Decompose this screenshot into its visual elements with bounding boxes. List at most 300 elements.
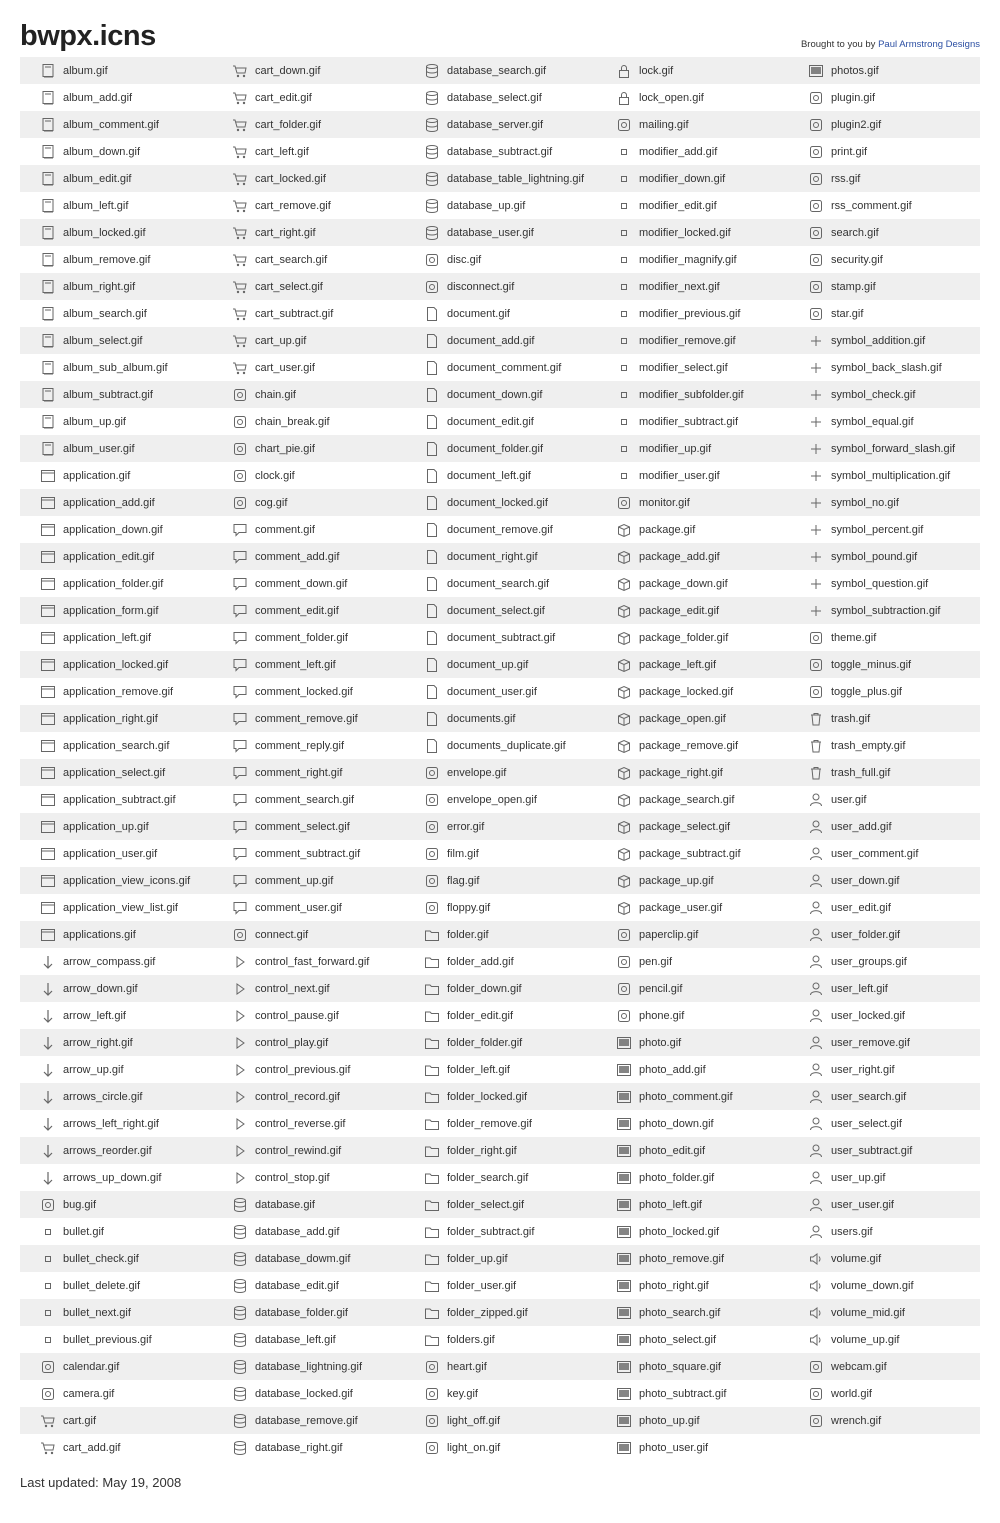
icon-entry-theme <box>788 624 980 651</box>
icon-filename: webcam.gif <box>831 1360 887 1373</box>
application-edit-icon <box>40 549 56 565</box>
album-subtract-icon <box>40 387 56 403</box>
icon-filename: document_locked.gif <box>447 496 548 509</box>
icon-filename: package_subtract.gif <box>639 847 741 860</box>
database-add-icon <box>232 1224 248 1240</box>
icon-entry-modifier-add <box>596 138 788 165</box>
icon-entry-package-left <box>596 651 788 678</box>
icon-entry-toggle-minus <box>788 651 980 678</box>
icon-entry-application-add <box>20 489 212 516</box>
icon-entry-application-form <box>20 597 212 624</box>
icon-entry-photo-subtract <box>596 1380 788 1407</box>
modifier-previous-icon <box>616 306 632 322</box>
icon-filename: application_view_list.gif <box>63 901 178 914</box>
arrows-left-right-icon <box>40 1116 56 1132</box>
icon-filename: bug.gif <box>63 1198 97 1211</box>
icon-filename: trash.gif <box>831 712 871 725</box>
icon-filename: comment_edit.gif <box>255 604 339 617</box>
icon-filename: user_down.gif <box>831 874 900 887</box>
icon-filename: photo_edit.gif <box>639 1144 706 1157</box>
icon-filename: disconnect.gif <box>447 280 515 293</box>
icon-row <box>20 246 980 273</box>
light-on-icon <box>424 1440 440 1456</box>
icon-filename: application_search.gif <box>63 739 170 752</box>
icon-filename: control_next.gif <box>255 982 330 995</box>
key-icon <box>424 1386 440 1402</box>
comment-reply-icon <box>232 738 248 754</box>
icon-filename: document_left.gif <box>447 469 531 482</box>
cart-select-icon <box>232 279 248 295</box>
disconnect-icon <box>424 279 440 295</box>
icon-filename: database_remove.gif <box>255 1414 358 1427</box>
icon-entry-package-select <box>596 813 788 840</box>
icon-filename: photo_left.gif <box>639 1198 702 1211</box>
control-next-icon <box>232 981 248 997</box>
icon-row <box>20 1407 980 1434</box>
icon-entry-album <box>20 57 212 84</box>
icon-row <box>20 138 980 165</box>
icon-filename: light_on.gif <box>447 1441 501 1454</box>
icon-entry-package-remove <box>596 732 788 759</box>
cog-icon <box>232 495 248 511</box>
folders-icon <box>424 1332 440 1348</box>
icon-row <box>20 759 980 786</box>
trash-full-icon <box>808 765 824 781</box>
control-stop-icon <box>232 1170 248 1186</box>
icon-entry-cog <box>212 489 404 516</box>
icon-entry-arrows-left-right <box>20 1110 212 1137</box>
user-select-icon <box>808 1116 824 1132</box>
rss-icon <box>808 171 824 187</box>
stamp-icon <box>808 279 824 295</box>
icon-entry-symbol-subtraction <box>788 597 980 624</box>
icon-entry-photo-up <box>596 1407 788 1434</box>
album-remove-icon <box>40 252 56 268</box>
icon-entry-user-search <box>788 1083 980 1110</box>
icon-row <box>20 1029 980 1056</box>
calendar-icon <box>40 1359 56 1375</box>
icon-filename: database_dowm.gif <box>255 1252 351 1265</box>
icon-entry-database-left <box>212 1326 404 1353</box>
icon-entry-arrow-down <box>20 975 212 1002</box>
icon-entry-application <box>20 462 212 489</box>
icon-entry-photo-square <box>596 1353 788 1380</box>
icon-grid <box>20 57 980 1461</box>
icon-entry-wrench <box>788 1407 980 1434</box>
icon-filename: users.gif <box>831 1225 873 1238</box>
icon-entry-database-locked <box>212 1380 404 1407</box>
user-folder-icon <box>808 927 824 943</box>
icon-filename: symbol_addition.gif <box>831 334 926 347</box>
icon-filename: comment_remove.gif <box>255 712 358 725</box>
database-lightning-icon <box>232 1359 248 1375</box>
application-select-icon <box>40 765 56 781</box>
symbol-subtraction-icon <box>808 603 824 619</box>
icon-filename: modifier_down.gif <box>639 172 726 185</box>
icon-entry-clock <box>212 462 404 489</box>
icon-entry-symbol-no <box>788 489 980 516</box>
database-right-icon <box>232 1440 248 1456</box>
icon-filename: volume_up.gif <box>831 1333 900 1346</box>
icon-filename: control_rewind.gif <box>255 1144 342 1157</box>
icon-entry-world <box>788 1380 980 1407</box>
icon-entry-bullet-next <box>20 1299 212 1326</box>
icon-entry-comment-locked <box>212 678 404 705</box>
icon-row <box>20 1245 980 1272</box>
icon-filename: control_reverse.gif <box>255 1117 346 1130</box>
folder-zipped-icon <box>424 1305 440 1321</box>
application-right-icon <box>40 711 56 727</box>
icon-entry-photo <box>596 1029 788 1056</box>
icon-filename: arrow_up.gif <box>63 1063 124 1076</box>
folder-user-icon <box>424 1278 440 1294</box>
icon-filename: folder_add.gif <box>447 955 514 968</box>
icon-entry-trash-empty <box>788 732 980 759</box>
icon-entry-documents <box>404 705 596 732</box>
flag-icon <box>424 873 440 889</box>
plugin-icon <box>808 90 824 106</box>
icon-entry-mailing <box>596 111 788 138</box>
package-search-icon <box>616 792 632 808</box>
icon-entry-folder <box>404 921 596 948</box>
document-comment-icon <box>424 360 440 376</box>
plugin2-icon <box>808 117 824 133</box>
error-icon <box>424 819 440 835</box>
icon-entry-symbol-check <box>788 381 980 408</box>
database-locked-icon <box>232 1386 248 1402</box>
photo-subtract-icon <box>616 1386 632 1402</box>
application-search-icon <box>40 738 56 754</box>
icon-entry-document-subtract <box>404 624 596 651</box>
icon-entry-database-up <box>404 192 596 219</box>
icon-filename: folder_search.gif <box>447 1171 529 1184</box>
icon-filename: modifier_subtract.gif <box>639 415 739 428</box>
icon-entry-volume <box>788 1245 980 1272</box>
icon-filename: package_search.gif <box>639 793 735 806</box>
icon-filename: database_add.gif <box>255 1225 340 1238</box>
folder-left-icon <box>424 1062 440 1078</box>
chart-pie-icon <box>232 441 248 457</box>
icon-filename: modifier_add.gif <box>639 145 718 158</box>
icon-entry-user-groups <box>788 948 980 975</box>
credit-prefix: Brought to you by <box>800 39 876 50</box>
arrow-up-icon <box>40 1062 56 1078</box>
icon-entry-comment-up <box>212 867 404 894</box>
document-user-icon <box>424 684 440 700</box>
icon-filename: cart_down.gif <box>255 64 321 77</box>
icon-filename: cart_left.gif <box>255 145 309 158</box>
cart-edit-icon <box>232 90 248 106</box>
icon-entry-package-add <box>596 543 788 570</box>
icon-entry-light-off <box>404 1407 596 1434</box>
folder-locked-icon <box>424 1089 440 1105</box>
icon-filename: photos.gif <box>831 64 879 77</box>
icon-entry-database-remove <box>212 1407 404 1434</box>
icon-filename: database_select.gif <box>447 91 542 104</box>
icon-entry-photo-folder <box>596 1164 788 1191</box>
icon-filename: photo_subtract.gif <box>639 1387 727 1400</box>
icon-row <box>20 1137 980 1164</box>
cart-right-icon <box>232 225 248 241</box>
icon-entry-comment-search <box>212 786 404 813</box>
cart-down-icon <box>232 63 248 79</box>
icon-entry-arrows-reorder <box>20 1137 212 1164</box>
cart-left-icon <box>232 144 248 160</box>
icon-entry-photo-add <box>596 1056 788 1083</box>
icon-filename: user_add.gif <box>831 820 892 833</box>
icon-entry-user-add <box>788 813 980 840</box>
icon-filename: control_pause.gif <box>255 1009 339 1022</box>
icon-entry-star <box>788 300 980 327</box>
comment-select-icon <box>232 819 248 835</box>
icon-filename: user_search.gif <box>831 1090 907 1103</box>
icon-filename: package_add.gif <box>639 550 720 563</box>
icon-entry-user-left <box>788 975 980 1002</box>
icon-filename: comment_search.gif <box>255 793 355 806</box>
icon-filename: folder_down.gif <box>447 982 522 995</box>
icon-filename: photo_select.gif <box>639 1333 717 1346</box>
light-off-icon <box>424 1413 440 1429</box>
arrows-reorder-icon <box>40 1143 56 1159</box>
rss-comment-icon <box>808 198 824 214</box>
icon-filename: album_subtract.gif <box>63 388 153 401</box>
icon-filename: arrow_left.gif <box>63 1009 126 1022</box>
icon-row <box>20 1380 980 1407</box>
icon-entry-modifier-down <box>596 165 788 192</box>
icon-entry-search <box>788 219 980 246</box>
symbol-addition-icon <box>808 333 824 349</box>
icon-filename: photo_comment.gif <box>639 1090 733 1103</box>
package-up-icon <box>616 873 632 889</box>
icon-filename: paperclip.gif <box>639 928 699 941</box>
icon-entry-symbol-pound <box>788 543 980 570</box>
icon-entry-document-remove <box>404 516 596 543</box>
icon-entry-package <box>596 516 788 543</box>
icon-filename: document_add.gif <box>447 334 535 347</box>
icon-filename: volume_down.gif <box>831 1279 914 1292</box>
icon-row <box>20 1083 980 1110</box>
icon-filename: database_edit.gif <box>255 1279 339 1292</box>
comment-icon <box>232 522 248 538</box>
icon-filename: application_up.gif <box>63 820 149 833</box>
comment-locked-icon <box>232 684 248 700</box>
icon-entry-document-locked <box>404 489 596 516</box>
icon-entry-toggle-plus <box>788 678 980 705</box>
photo-square-icon <box>616 1359 632 1375</box>
envelope-icon <box>424 765 440 781</box>
icon-filename: symbol_question.gif <box>831 577 929 590</box>
icon-entry-document <box>404 300 596 327</box>
database-up-icon <box>424 198 440 214</box>
page-header <box>20 0 980 58</box>
symbol-equal-icon <box>808 414 824 430</box>
folder-up-icon <box>424 1251 440 1267</box>
user-up-icon <box>808 1170 824 1186</box>
icon-entry-flag <box>404 867 596 894</box>
icon-filename: rss_comment.gif <box>831 199 912 212</box>
icon-entry-database-dowm <box>212 1245 404 1272</box>
modifier-locked-icon <box>616 225 632 241</box>
icon-filename: application_user.gif <box>63 847 158 860</box>
icon-filename: modifier_up.gif <box>639 442 712 455</box>
icon-entry-album-sub-album <box>20 354 212 381</box>
icon-filename: key.gif <box>447 1387 478 1400</box>
icon-filename: phone.gif <box>639 1009 685 1022</box>
icon-filename: application_add.gif <box>63 496 155 509</box>
icon-filename: user_folder.gif <box>831 928 901 941</box>
icon-filename: theme.gif <box>831 631 877 644</box>
icon-filename: photo_square.gif <box>639 1360 721 1373</box>
document-locked-icon <box>424 495 440 511</box>
bullet-next-icon <box>40 1305 56 1321</box>
icon-entry-user <box>788 786 980 813</box>
icon-entry-album-locked <box>20 219 212 246</box>
icon-entry-document-edit <box>404 408 596 435</box>
application-user-icon <box>40 846 56 862</box>
icon-filename: document_search.gif <box>447 577 550 590</box>
icon-filename: arrow_down.gif <box>63 982 138 995</box>
photo-edit-icon <box>616 1143 632 1159</box>
icon-entry-album-left <box>20 192 212 219</box>
icon-entry-folder-select <box>404 1191 596 1218</box>
icon-filename: folder_zipped.gif <box>447 1306 528 1319</box>
icon-filename: arrow_right.gif <box>63 1036 133 1049</box>
icon-filename: package_open.gif <box>639 712 726 725</box>
icon-filename: database.gif <box>255 1198 315 1211</box>
world-icon <box>808 1386 824 1402</box>
icon-filename: database_lightning.gif <box>255 1360 363 1373</box>
icon-row <box>20 57 980 84</box>
icon-entry-album-search <box>20 300 212 327</box>
empty-cell <box>788 1434 980 1461</box>
icon-entry-application-subtract <box>20 786 212 813</box>
icon-entry-user-comment <box>788 840 980 867</box>
icon-filename: package_edit.gif <box>639 604 720 617</box>
applications-icon <box>40 927 56 943</box>
icon-filename: toggle_minus.gif <box>831 658 912 671</box>
icon-filename: symbol_subtraction.gif <box>831 604 941 617</box>
envelope-open-icon <box>424 792 440 808</box>
icon-entry-comment-select <box>212 813 404 840</box>
icon-entry-photo-select <box>596 1326 788 1353</box>
icon-entry-control-record <box>212 1083 404 1110</box>
icon-filename: database_locked.gif <box>255 1387 353 1400</box>
icon-entry-application-up <box>20 813 212 840</box>
bullet-check-icon <box>40 1251 56 1267</box>
icon-filename: rss.gif <box>831 172 861 185</box>
icon-filename: album_comment.gif <box>63 118 159 131</box>
icon-entry-floppy <box>404 894 596 921</box>
icon-filename: comment_user.gif <box>255 901 342 914</box>
arrows-up-down-icon <box>40 1170 56 1186</box>
photo-user-icon <box>616 1440 632 1456</box>
icon-row <box>20 1272 980 1299</box>
icon-entry-document-comment <box>404 354 596 381</box>
credit-line <box>801 39 980 50</box>
icon-entry-modifier-subfolder <box>596 381 788 408</box>
icon-entry-arrow-compass <box>20 948 212 975</box>
icon-filename: document_up.gif <box>447 658 529 671</box>
application-folder-icon <box>40 576 56 592</box>
icon-entry-package-open <box>596 705 788 732</box>
icon-filename: modifier_remove.gif <box>639 334 736 347</box>
icon-entry-package-down <box>596 570 788 597</box>
icon-filename: user.gif <box>831 793 867 806</box>
icon-entry-lock <box>596 57 788 84</box>
cart-remove-icon <box>232 198 248 214</box>
arrow-down-icon <box>40 981 56 997</box>
icon-row <box>20 597 980 624</box>
symbol-forward-slash-icon <box>808 441 824 457</box>
icon-filename: control_stop.gif <box>255 1171 330 1184</box>
modifier-user-icon <box>616 468 632 484</box>
icon-entry-plugin2 <box>788 111 980 138</box>
icon-entry-envelope <box>404 759 596 786</box>
arrow-left-icon <box>40 1008 56 1024</box>
icon-entry-folders <box>404 1326 596 1353</box>
icon-filename: modifier_previous.gif <box>639 307 741 320</box>
icon-entry-album-comment <box>20 111 212 138</box>
icon-filename: document_edit.gif <box>447 415 534 428</box>
documents-duplicate-icon <box>424 738 440 754</box>
icon-entry-symbol-back-slash <box>788 354 980 381</box>
icon-filename: folder.gif <box>447 928 489 941</box>
icon-filename: lock.gif <box>639 64 674 77</box>
icon-entry-symbol-equal <box>788 408 980 435</box>
icon-entry-folder-left <box>404 1056 596 1083</box>
cart-user-icon <box>232 360 248 376</box>
print-icon <box>808 144 824 160</box>
icon-filename: application_edit.gif <box>63 550 155 563</box>
icon-entry-cart <box>20 1407 212 1434</box>
film-icon <box>424 846 440 862</box>
user-icon <box>808 792 824 808</box>
icon-filename: package_user.gif <box>639 901 723 914</box>
comment-remove-icon <box>232 711 248 727</box>
icon-filename: folder_remove.gif <box>447 1117 532 1130</box>
icon-entry-modifier-select <box>596 354 788 381</box>
cart-locked-icon <box>232 171 248 187</box>
database-edit-icon <box>232 1278 248 1294</box>
icon-entry-database-user <box>404 219 596 246</box>
photo-up-icon <box>616 1413 632 1429</box>
icon-row <box>20 273 980 300</box>
icon-entry-key <box>404 1380 596 1407</box>
icon-entry-cart-down <box>212 57 404 84</box>
icon-entry-symbol-addition <box>788 327 980 354</box>
icon-filename: pen.gif <box>639 955 673 968</box>
database-dowm-icon <box>232 1251 248 1267</box>
icon-entry-package-up <box>596 867 788 894</box>
icon-entry-cart-right <box>212 219 404 246</box>
package-user-icon <box>616 900 632 916</box>
icon-entry-control-rewind <box>212 1137 404 1164</box>
icon-filename: photo_user.gif <box>639 1441 709 1454</box>
icon-filename: control_record.gif <box>255 1090 340 1103</box>
icon-entry-plugin <box>788 84 980 111</box>
icon-entry-chart-pie <box>212 435 404 462</box>
icon-filename: monitor.gif <box>639 496 690 509</box>
icon-entry-package-subtract <box>596 840 788 867</box>
modifier-down-icon <box>616 171 632 187</box>
icon-entry-database-add <box>212 1218 404 1245</box>
icon-filename: folders.gif <box>447 1333 495 1346</box>
icon-entry-user-subtract <box>788 1137 980 1164</box>
icon-filename: user_subtract.gif <box>831 1144 913 1157</box>
credit-link[interactable]: Paul Armstrong Designs <box>878 39 980 50</box>
trash-icon <box>808 711 824 727</box>
application-form-icon <box>40 603 56 619</box>
